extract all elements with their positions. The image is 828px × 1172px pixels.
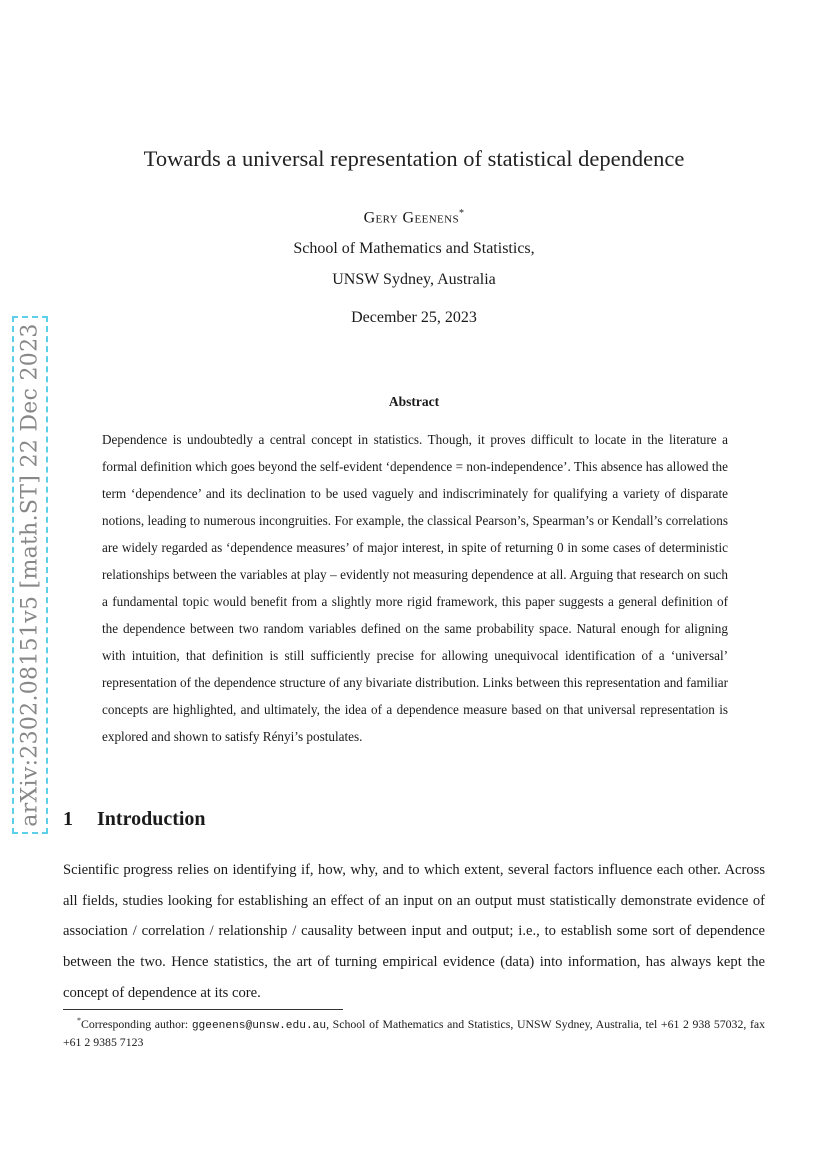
footnote-mark: * — [77, 1016, 81, 1025]
section-number: 1 — [63, 808, 73, 830]
footnote-rule — [63, 1009, 343, 1010]
footnote-suffix: , School of Mathematics and Statistics, UNSW Sydney, Australia, tel +61 2 938 57032, fax +61 2 9385 7123 — [63, 1016, 766, 1049]
arxiv-identifier: arXiv:2302.08151v5 [math.ST] 22 Dec 2023 — [17, 323, 43, 827]
author-footnote-mark: * — [459, 208, 465, 219]
author-name: Gery Geenens — [363, 209, 460, 227]
footnote — [63, 1013, 765, 1050]
section-heading — [63, 808, 206, 831]
affiliation-line-1: School of Mathematics and Statistics, — [293, 240, 535, 257]
section-title: Introduction — [97, 808, 206, 830]
footnote-email-link[interactable]: ggeenens@unsw.edu.au — [191, 1019, 327, 1032]
footnote-prefix: Corresponding author: — [81, 1016, 192, 1031]
affiliation-line-2: UNSW Sydney, Australia — [332, 271, 496, 288]
abstract-text: Dependence is undoubtedly a central concept in statistics. Though, it proves difficult to locate in the literature a formal definition which goes beyond the self-evident ‘dependence = non-independence’. This absence has allowed the term ‘dependence’ and its declination to be used vaguely and indiscriminately for qualifying a variety of disparate notions, leading to numerous incongruities. For example, the classical Pearson’s, Spearman’s or Kendall’s correlations are widely regarded as ‘dependence measures’ of major interest, in spite of returning 0 in some cases of deterministic relationships between the variables at play – evidently not measuring dependence at all. Arguing that research on such a fundamental topic would benefit from a slightly more rigid framework, this paper suggests a general definition of the dependence between two random variables defined on the same probability space. Natural enough for aligning with intuition, that definition is still sufficiently precise for allowing unequivocal identification of a ‘universal’ representation of the dependence structure of any bivariate distribution. Links between this representation and familiar concepts are highlighted, and ultimately, the idea of a dependence measure based on that universal representation is explored and shown to satisfy Rényi’s postulates. — [102, 432, 728, 744]
paper-date: December 25, 2023 — [351, 309, 477, 326]
paper-title: Towards a universal representation of statistical dependence — [143, 146, 685, 171]
introduction-paragraph: Scientific progress relies on identifying if, how, why, and to which extent, several factors influence each other. Across all fields, studies looking for establishing an effect of an input on an output must statistically demonstrate evidence of association / correlation / relationship / causality between input and output; i.e., to establish some sort of dependence between the two. Hence statistics, the art of turning empirical evidence (data) into information, has always kept the concept of dependence at its core. — [63, 862, 765, 1001]
abstract-heading: Abstract — [388, 394, 440, 409]
author-line — [0, 208, 828, 227]
